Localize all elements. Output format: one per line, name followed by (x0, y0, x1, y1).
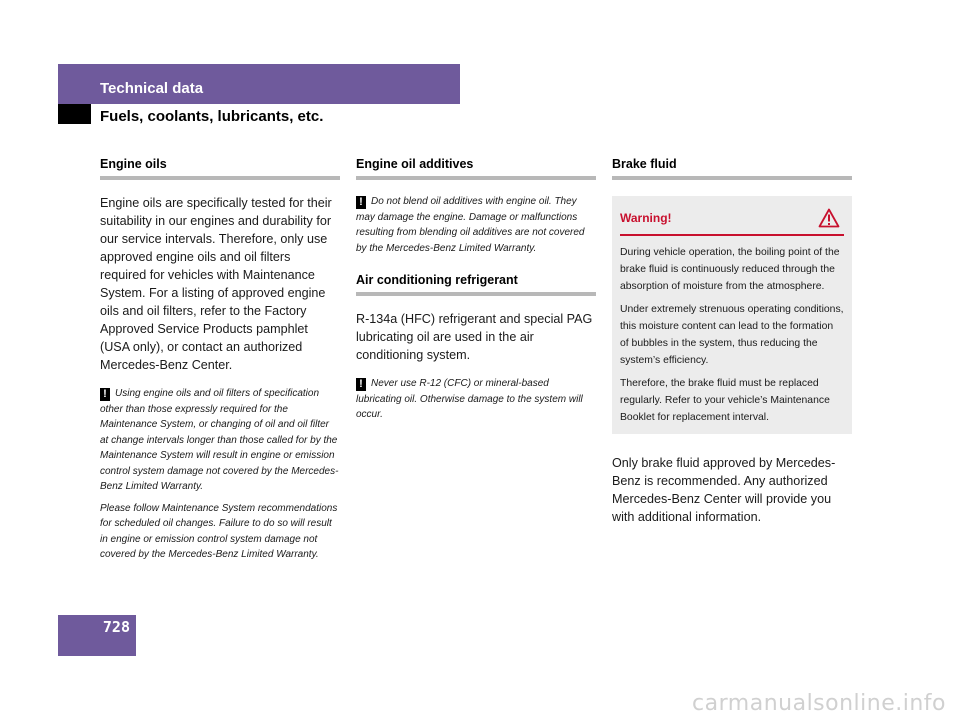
additives-note (356, 194, 596, 256)
subtitle-marker (58, 104, 91, 124)
warning-text-3: Therefore, the brake fluid must be replaced regularly. Refer to your vehicle’s Maintenance Booklet for replacement interval. (620, 378, 830, 423)
page-subtitle: Fuels, coolants, lubricants, etc. (100, 108, 324, 125)
brake-fluid-text: Only brake fluid approved by Mercedes-Benz is recommended. Any authorized Mercedes-Benz Center will provide you with additional information. (612, 456, 836, 524)
column-brake-fluid (612, 156, 852, 526)
engine-oils-text: Engine oils are specifically tested for their suitability in our engines and durability for our service intervals. Therefore, only use approved engine oils and oil filters required for vehicles with Maintenance System. For a listing of approved engine oils and oil filters, refer to the Factory Approved Service Products pamphlet (USA only), or contact an authorized Mercedes-Benz Center. (100, 196, 332, 372)
column-additives (356, 156, 596, 429)
warning-text-2: Under extremely strenuous operating conditions, this moisture content can lead to the formation of bubbles in the system, thus reducing the system’s efficiency. (620, 304, 844, 366)
engine-oils-note (100, 386, 340, 563)
note-text: Never use R-12 (CFC) or mineral-based lubricating oil. Otherwise damage to the system will occur. (356, 378, 583, 420)
note-text-2: Please follow Maintenance System recommendations for scheduled oil changes. Failure to do so will result in engine or emission control system damage not covered by the Mercedes-Benz Limited Warranty. (100, 502, 338, 560)
section-title: Technical data (100, 80, 204, 97)
heading-oil-additives: Engine oil additives (356, 156, 596, 180)
note-icon: ! (356, 378, 366, 391)
warning-box (612, 196, 852, 434)
warning-text-1: During vehicle operation, the boiling point of the brake fluid is continuously reduced through the absorption of moisture from the atmosphere. (620, 247, 840, 292)
warning-label: Warning! (620, 211, 672, 225)
page-number: 728 (102, 618, 130, 636)
heading-brake-fluid: Brake fluid (612, 156, 852, 180)
refrigerant-text: R-134a (HFC) refrigerant and special PAG lubricating oil are used in the air conditioning system. (356, 312, 593, 362)
note-text: Do not blend oil additives with engine oil. They may damage the engine. Damage or malfunctions resulting from blending oil additives are not covered by the Mercedes-Benz Limited Warranty. (356, 196, 585, 254)
note-icon: ! (100, 388, 110, 401)
warning-triangle-icon (818, 208, 840, 228)
note-icon: ! (356, 196, 366, 209)
warning-header (620, 204, 844, 236)
heading-ac-refrigerant: Air conditioning refrigerant (356, 272, 596, 296)
column-engine-oils (100, 156, 340, 569)
watermark: carmanualsonline.info (692, 691, 946, 716)
heading-engine-oils: Engine oils (100, 156, 340, 180)
refrigerant-note (356, 376, 596, 423)
page-number-box (58, 615, 136, 656)
note-text: Using engine oils and oil filters of specification other than those expressly required for the Maintenance System, or changing of oil and oil filter at change intervals longer than those called for by the Maintenance System will result in engine or emission control system damage not covered by the Mercedes-Benz Limited Warranty. (100, 388, 339, 492)
